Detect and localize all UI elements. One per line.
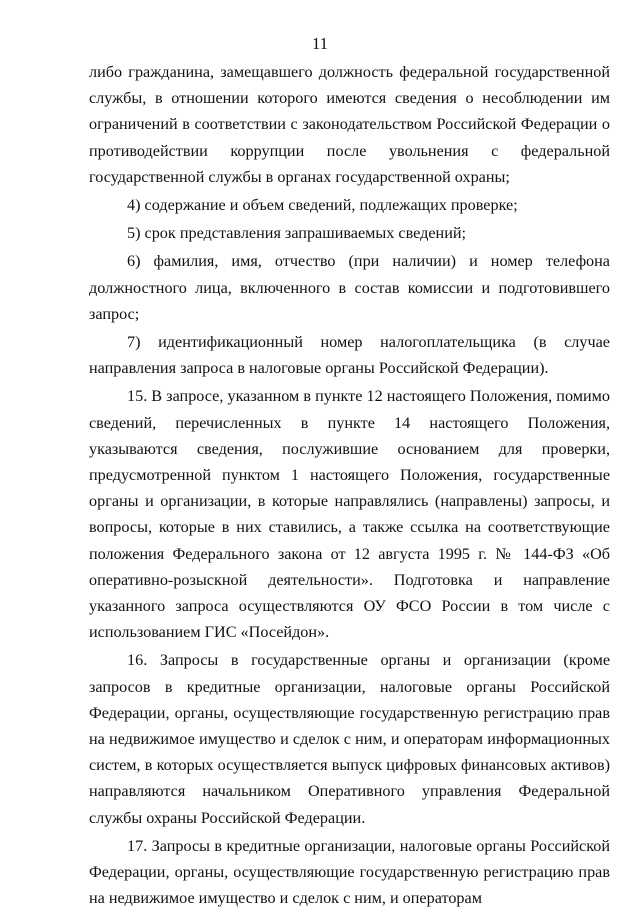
page-number: 11 bbox=[311, 34, 329, 53]
list-item-5: 5) срок представления запрашиваемых сведений; bbox=[127, 224, 467, 243]
clause-17: 17. Запросы в кредитные организации, налоговые органы Российской Федерации, органы, осуществляющие государственную регистрацию прав на недвижимое имущество и сделок с ним, и операторам bbox=[89, 836, 610, 908]
clause-16: 16. Запросы в государственные органы и организации (кроме запросов в кредитные организации, налоговые органы Российской Федерации, органы, осуществляющие государственную регистрацию прав на недвижимое имущество и сделок с ним, и операторам информационных систем, в которых осуществляется выпуск цифровых финансовых активов) направляются начальником Оперативного управления Федеральной службы охраны Российской Федерации. bbox=[89, 651, 610, 827]
list-item-7: 7) идентификационный номер налогоплательщика (в случае направления запроса в налоговые органы Российской Федерации). bbox=[89, 333, 610, 378]
clause-15: 15. В запросе, указанном в пункте 12 настоящего Положения, помимо сведений, перечисленных в пункте 14 настоящего Положения, указываются сведения, послужившие основанием для проверки, предусмотренной пунктом 1 настоящего Положения, государственные органы и организации, в которые направлялись (направлены) запросы, и вопросы, которые в них ставились, а также ссылка на соответствующие положения Федерального закона от 12 августа 1995 г. № 144-ФЗ «Об оперативно-розыскной деятельности». Подготовка и направление указанного запроса осуществляются ОУ ФСО России в том числе с использованием ГИС «Посейдон». bbox=[89, 387, 610, 642]
document-body bbox=[89, 59, 610, 912]
list-item-4: 4) содержание и объем сведений, подлежащих проверке; bbox=[127, 196, 518, 215]
paragraph-continuation: либо гражданина, замещавшего должность федеральной государственной службы, в отношении которого имеются сведения о несоблюдении им ограничений в соответствии с законодательством Российской Федерации о противодействии коррупции после увольнения с федеральной государственной службы в органах государственной охраны; bbox=[89, 63, 610, 186]
list-item-6: 6) фамилия, имя, отчество (при наличии) и номер телефона должностного лица, включенного в состав комиссии и подготовившего запрос; bbox=[89, 252, 610, 323]
